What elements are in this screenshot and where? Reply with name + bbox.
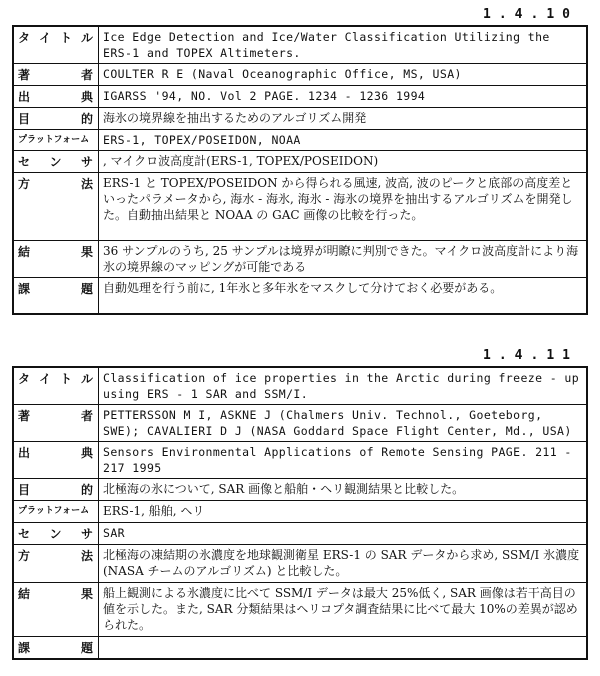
issue-label: 課 題	[13, 278, 99, 314]
purpose-row	[13, 479, 587, 501]
issue-value	[99, 637, 588, 660]
method-row	[13, 545, 587, 583]
title-value: Ice Edge Detection and Ice/Water Classification Utilizing the ERS-1 and TOPEX Altimeters.	[99, 26, 588, 64]
issue-row	[13, 637, 587, 660]
author-label: 著 者	[13, 64, 99, 86]
platform-row	[13, 501, 587, 523]
source-label: 出 典	[13, 442, 99, 479]
method-label: 方 法	[13, 545, 99, 583]
sensor-row	[13, 151, 587, 173]
source-value: Sensors Environmental Applications of Remote Sensing PAGE. 211 - 217 1995	[99, 442, 588, 479]
result-value: 36 サンプルのうち, 25 サンプルは境界が明瞭に判別できた。マイクロ波高度計により海氷の境界線のマッピングが可能である	[99, 241, 588, 278]
sensor-value: SAR	[99, 523, 588, 545]
platform-value: ERS-1, 船舶, ヘリ	[99, 501, 588, 523]
sensor-label: セ ン サ	[13, 151, 99, 173]
method-value: 北極海の凍結期の氷濃度を地球観測衛星 ERS-1 の SAR データから求め, SSM/I 氷濃度 (NASA チームのアルゴリズム) と比較した。	[99, 545, 588, 583]
purpose-row	[13, 108, 587, 130]
title-value: Classification of ice properties in the Arctic during freeze - up using ERS - 1 SAR and SSM/I.	[99, 367, 588, 405]
title-label: タ イ ト ル	[13, 367, 99, 405]
author-label: 著 者	[13, 405, 99, 442]
result-row	[13, 583, 587, 637]
sensor-row	[13, 523, 587, 545]
purpose-value: 海氷の境界線を抽出するためのアルゴリズム開発	[99, 108, 588, 130]
result-label: 結 果	[13, 241, 99, 278]
record-number: 1.4.10	[483, 7, 578, 22]
result-row	[13, 241, 587, 278]
platform-label: プラットフォーム	[13, 501, 99, 523]
sensor-label: セ ン サ	[13, 523, 99, 545]
platform-value: ERS-1, TOPEX/POSEIDON, NOAA	[99, 130, 588, 151]
author-row	[13, 405, 587, 442]
source-label: 出 典	[13, 86, 99, 108]
source-row	[13, 86, 587, 108]
author-value: COULTER R E (Naval Oceanographic Office, MS, USA)	[99, 64, 588, 86]
sensor-value: , マイクロ波高度計(ERS-1, TOPEX/POSEIDON)	[99, 151, 588, 173]
result-value: 船上観測による氷濃度に比べて SSM/I データは最大 25%低く, SAR 画像は若干高目の値を示した。また, SAR 分類結果はヘリコプタ調査結果に比べて最大 10%の差異が認められた。	[99, 583, 588, 637]
author-value: PETTERSSON M I, ASKNE J (Chalmers Univ. Technol., Goeteborg, SWE); CAVALIERI D J (NASA Goddard Space Flight Center, Md., USA)	[99, 405, 588, 442]
abstract-record	[12, 366, 588, 660]
purpose-label: 目 的	[13, 108, 99, 130]
method-row	[13, 173, 587, 241]
method-value: ERS-1 と TOPEX/POSEIDON から得られる風速, 波高, 波のピークと底部の高度差といったパラメータから, 海水 - 海氷, 海氷 - 海氷の境界を抽出するアルゴリズムを開発した。自動抽出結果と NOAA の GAC 画像の比較を行った。	[99, 173, 588, 241]
platform-row	[13, 130, 587, 151]
platform-label: プラットフォーム	[13, 130, 99, 151]
issue-row	[13, 278, 587, 314]
source-row	[13, 442, 587, 479]
result-label: 結 果	[13, 583, 99, 637]
purpose-label: 目 的	[13, 479, 99, 501]
issue-value: 自動処理を行う前に, 1年氷と多年氷をマスクして分けておく必要がある。	[99, 278, 588, 314]
abstract-record	[12, 25, 588, 315]
issue-label: 課 題	[13, 637, 99, 660]
title-row	[13, 367, 587, 405]
purpose-value: 北極海の氷について, SAR 画像と船舶・ヘリ観測結果と比較した。	[99, 479, 588, 501]
author-row	[13, 64, 587, 86]
method-label: 方 法	[13, 173, 99, 241]
title-label: タ イ ト ル	[13, 26, 99, 64]
record-number: 1.4.11	[483, 348, 578, 363]
source-value: IGARSS '94, NO. Vol 2 PAGE. 1234 - 1236 1994	[99, 86, 588, 108]
title-row	[13, 26, 587, 64]
